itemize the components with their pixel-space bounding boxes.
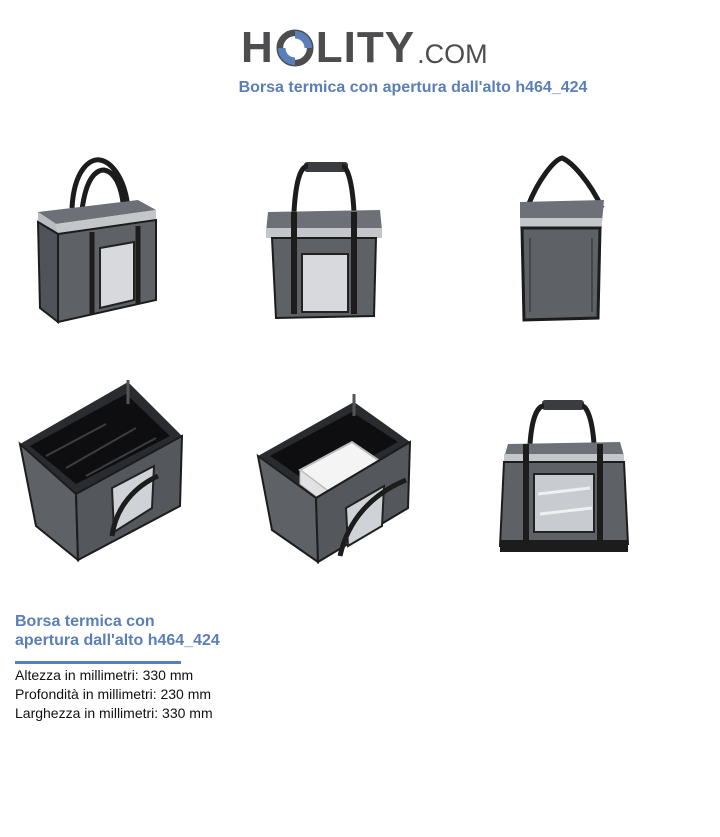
product-photo-2[interactable] [262, 156, 386, 324]
logo-wordmark [241, 23, 416, 72]
logo-letters-lity: LITY [315, 23, 416, 72]
spec-width: Larghezza in millimetri: 330 mm [15, 705, 213, 721]
product-photo-1[interactable] [30, 150, 170, 328]
product-photo-5[interactable] [256, 390, 414, 568]
logo-letter-h: H [241, 23, 274, 72]
bag-closed-side-image [514, 152, 610, 324]
product-name [15, 612, 255, 650]
bag-rear-image [496, 398, 632, 560]
bag-closed-angle-image [30, 150, 170, 328]
page-title: Borsa termica con apertura dall'alto h464_424 [238, 79, 588, 96]
spec-height: Altezza in millimetri: 330 mm [15, 667, 194, 683]
spec-depth: Profondità in millimetri: 230 mm [15, 686, 212, 702]
logo-tld: .COM [417, 39, 488, 69]
bag-open-container-image [256, 390, 414, 568]
product-photo-4[interactable] [16, 376, 188, 562]
section-divider [15, 661, 181, 664]
product-specs [15, 666, 213, 723]
bag-closed-front-image [262, 156, 386, 324]
product-name-line-1: Borsa termica con [15, 613, 155, 630]
logo-o-icon [276, 29, 314, 67]
holity-logo[interactable] [241, 14, 488, 70]
product-photo-6[interactable] [496, 398, 632, 560]
bag-open-top-image [16, 376, 188, 562]
product-name-line-2: apertura dall'alto h464_424 [15, 632, 220, 649]
product-photo-3[interactable] [514, 152, 610, 324]
